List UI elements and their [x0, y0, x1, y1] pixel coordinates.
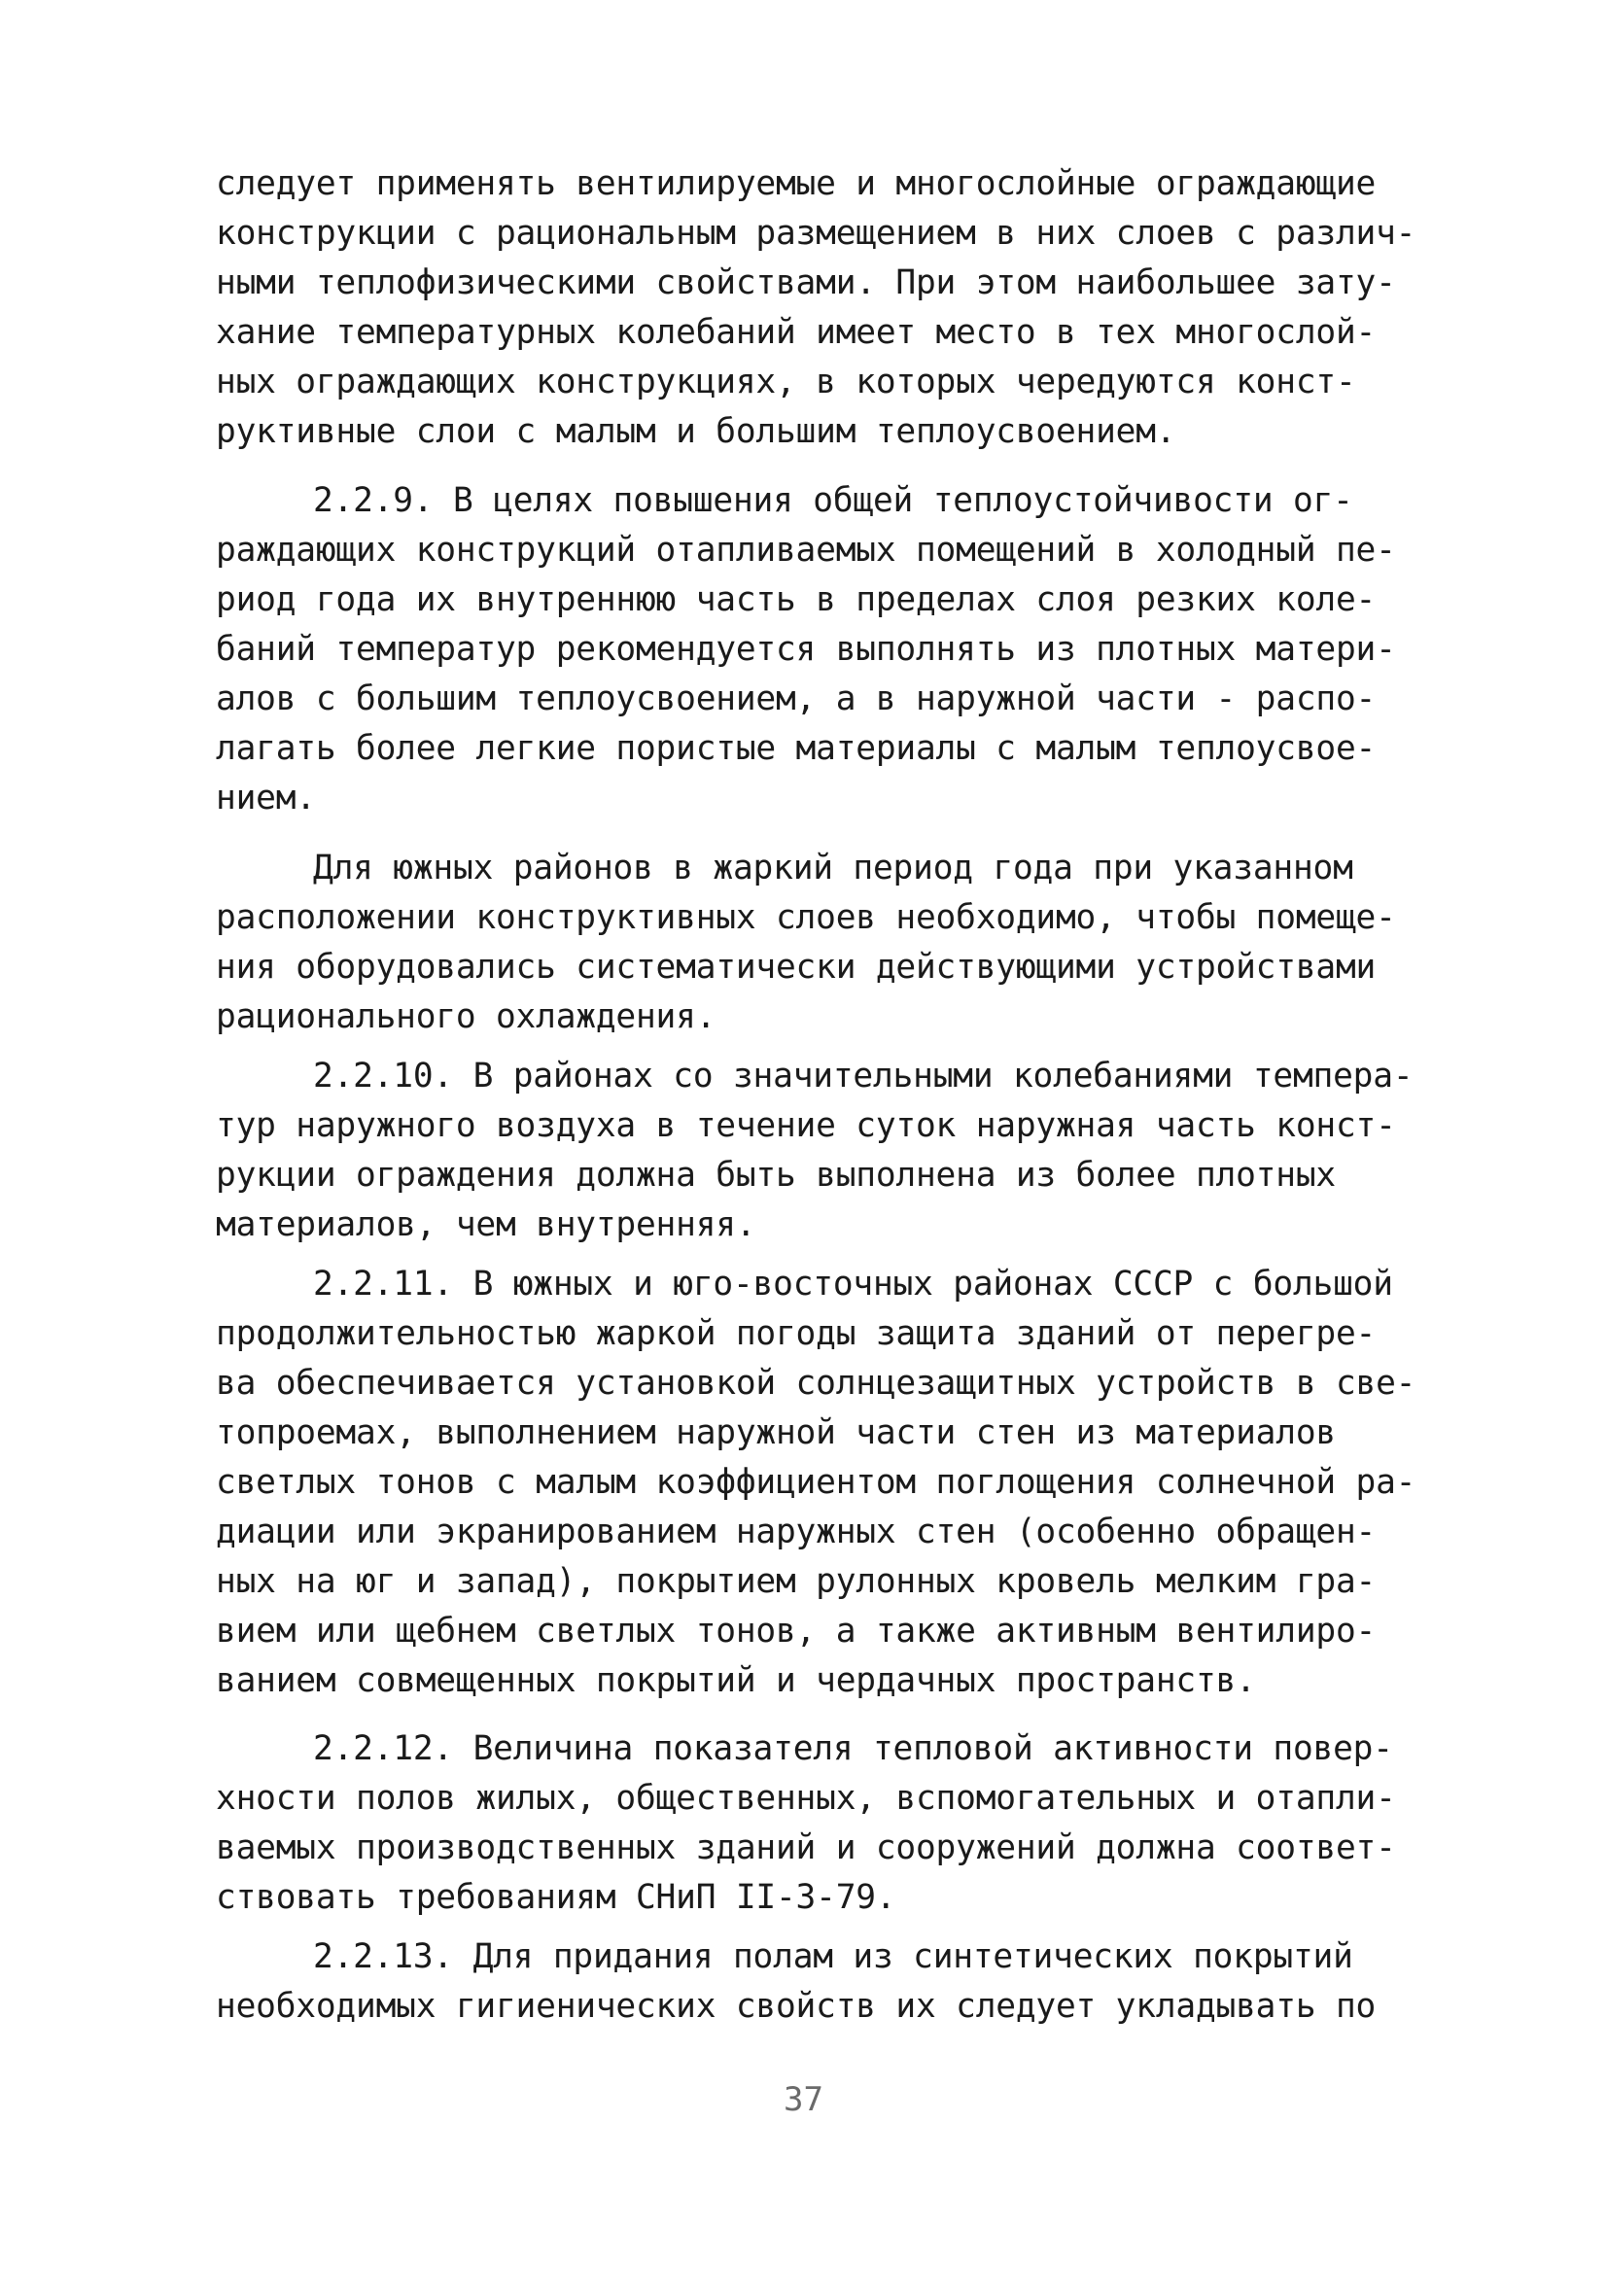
text-line: рукции ограждения должна быть выполнена из более плотных: [216, 1156, 1336, 1195]
text-line: баний температур рекомендуется выполнять из плотных матери-: [216, 630, 1396, 669]
text-line: материалов, чем внутренняя.: [216, 1205, 756, 1244]
text-line: светлых тонов с малым коэффициентом поглощения солнечной ра-: [216, 1463, 1416, 1502]
page-number: 37: [784, 2080, 823, 2119]
text-line: руктивные слои с малым и большим теплоусвоением.: [216, 412, 1176, 451]
paragraph-1: [216, 159, 1431, 457]
text-line: ных на юг и запад), покрытием рулонных кровель мелким гра-: [216, 1562, 1377, 1601]
paragraph-2-2-10: [216, 1052, 1431, 1250]
text-line: конструкции с рациональным размещением в них слоев с различ-: [216, 214, 1416, 253]
text-line: риод года их внутреннюю часть в пределах слоя резких коле-: [216, 580, 1377, 619]
text-line: раждающих конструкций отапливаемых помещений в холодный пе-: [216, 531, 1396, 570]
text-line: 2.2.12. Величина показателя тепловой активности повер-: [313, 1729, 1393, 1768]
text-line: ванием совмещенных покрытий и чердачных пространств.: [216, 1661, 1256, 1700]
text-line: 2.2.9. В целях повышения общей теплоустойчивости ог-: [313, 481, 1353, 520]
text-line: вием или щебнем светлых тонов, а также активным вентилиро-: [216, 1612, 1377, 1651]
text-line: хности полов жилых, общественных, вспомогательных и отапли-: [216, 1779, 1396, 1818]
paragraph-2-2-13: [216, 1932, 1431, 2032]
text-line: нием.: [216, 779, 316, 818]
text-line: 2.2.11. В южных и юго-восточных районах СССР с большой: [313, 1265, 1393, 1304]
paragraph-2-2-11: [216, 1260, 1431, 1706]
text-line: рационального охлаждения.: [216, 997, 716, 1036]
text-line: лагать более легкие пористые материалы с малым теплоусвое-: [216, 729, 1377, 768]
text-line: Для южных районов в жаркий период года при указанном: [313, 849, 1353, 887]
text-line: топроемах, выполнением наружной части стен из материалов: [216, 1413, 1336, 1452]
text-line: ствовать требованиям СНиП II-3-79.: [216, 1878, 896, 1917]
text-line: ва обеспечивается установкой солнцезащитных устройств в све-: [216, 1364, 1416, 1403]
text-line: ными теплофизическими свойствами. При этом наибольшее зату-: [216, 263, 1396, 302]
text-line: 2.2.10. В районах со значительными колебаниями темпера-: [313, 1057, 1414, 1096]
paragraph-2-2-12: [216, 1724, 1431, 1923]
paragraph-2-2-9: [216, 476, 1431, 823]
text-line: ных ограждающих конструкциях, в которых чередуются конст-: [216, 363, 1356, 401]
text-line: алов с большим теплоусвоением, а в наружной части - распо-: [216, 679, 1377, 718]
text-line: ваемых производственных зданий и сооружений должна соответ-: [216, 1828, 1396, 1867]
text-line: необходимых гигиенических свойств их следует укладывать по: [216, 1987, 1377, 2026]
text-line: тур наружного воздуха в течение суток наружная часть конст-: [216, 1106, 1396, 1145]
text-line: ния оборудовались систематически действующими устройствами: [216, 948, 1377, 987]
text-line: продолжительностью жаркой погоды защита зданий от перегре-: [216, 1314, 1377, 1353]
text-line: 2.2.13. Для придания полам из синтетических покрытий: [313, 1937, 1353, 1976]
text-line: хание температурных колебаний имеет место в тех многослой-: [216, 313, 1377, 352]
paragraph-south-regions: [216, 844, 1431, 1042]
text-line: расположении конструктивных слоев необходимо, чтобы помеще-: [216, 898, 1396, 937]
text-line: следует применять вентилируемые и многослойные ограждающие: [216, 164, 1377, 203]
text-line: диации или экранированием наружных стен (особенно обращен-: [216, 1513, 1377, 1551]
